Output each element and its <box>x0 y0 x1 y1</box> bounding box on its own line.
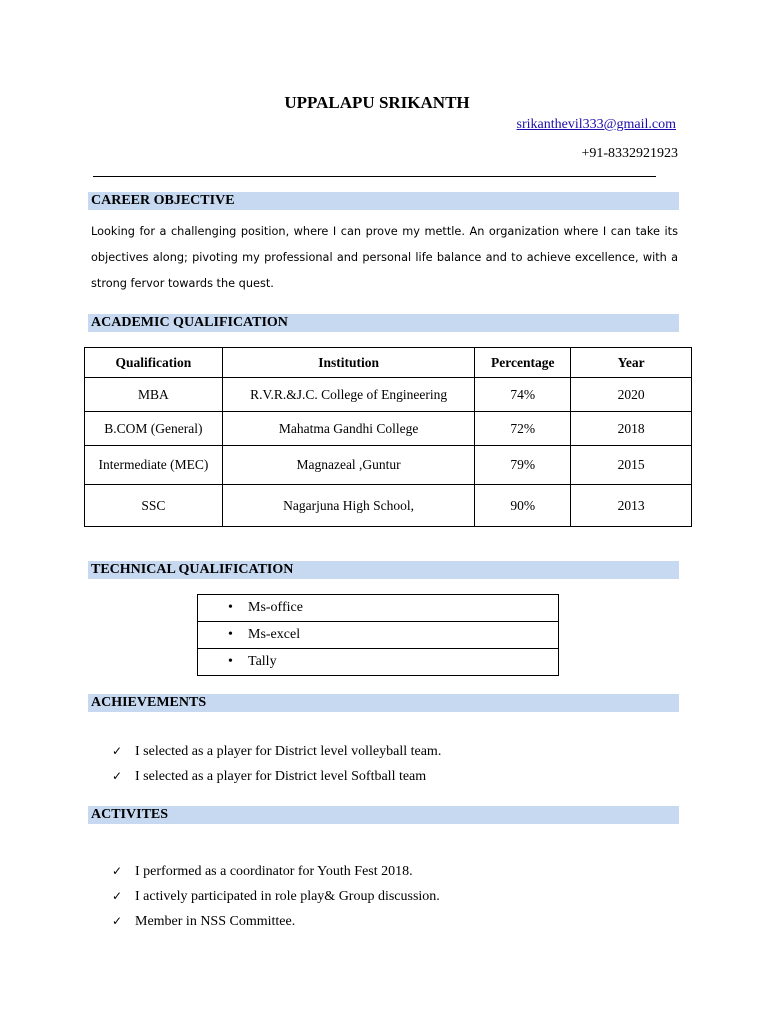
table-cell: SSC <box>85 485 223 527</box>
phone-number: +91-8332921923 <box>581 146 678 161</box>
checkmark-icon: ✓ <box>112 769 123 783</box>
achievements-list <box>112 741 441 791</box>
table-cell: 2018 <box>571 412 692 446</box>
table-row <box>85 485 692 527</box>
table-cell: B.COM (General) <box>85 412 223 446</box>
column-header: Institution <box>222 348 475 378</box>
section-heading-career-objective: CAREER OBJECTIVE <box>88 192 679 210</box>
skill-label: Ms-excel <box>248 627 301 642</box>
checkmark-icon: ✓ <box>112 744 123 758</box>
section-heading-achievements: ACHIEVEMENTS <box>88 694 679 712</box>
list-item <box>112 861 440 886</box>
table-row <box>85 378 692 412</box>
table-cell: 74% <box>475 378 571 412</box>
list-item <box>112 911 440 936</box>
bullet-icon: • <box>228 627 233 642</box>
bullet-icon: • <box>228 600 233 615</box>
table-cell: Nagarjuna High School, <box>222 485 475 527</box>
achievement-text: I selected as a player for District level Softball team <box>135 769 427 784</box>
list-item <box>198 649 559 676</box>
table-header-row <box>85 348 692 378</box>
header-divider <box>93 176 656 177</box>
checkmark-icon: ✓ <box>112 864 123 878</box>
activity-text: I actively participated in role play& Group discussion. <box>135 889 440 904</box>
table-cell: Magnazeal ,Guntur <box>222 446 475 485</box>
career-objective-text: Looking for a challenging position, where I can prove my mettle. An organization where I can take its objectives along; pivoting my professional and personal life balance and to achieve excellence, with a strong fervor towards the quest. <box>91 225 678 290</box>
checkmark-icon: ✓ <box>112 914 123 928</box>
table-row <box>85 412 692 446</box>
section-heading-technical: TECHNICAL QUALIFICATION <box>88 561 679 579</box>
list-item <box>112 741 441 766</box>
bullet-icon: • <box>228 654 233 669</box>
column-header: Percentage <box>475 348 571 378</box>
skill-label: Ms-office <box>248 600 303 615</box>
column-header: Year <box>571 348 692 378</box>
list-item <box>198 622 559 649</box>
activities-list <box>112 861 440 936</box>
table-cell: R.V.R.&J.C. College of Engineering <box>222 378 475 412</box>
table-cell: 79% <box>475 446 571 485</box>
table-row <box>85 446 692 485</box>
table-cell: 2015 <box>571 446 692 485</box>
section-heading-activities: ACTIVITES <box>88 806 679 824</box>
academic-table <box>84 347 692 527</box>
table-cell: Intermediate (MEC) <box>85 446 223 485</box>
achievement-text: I selected as a player for District level volleyball team. <box>135 744 442 759</box>
candidate-name: UPPALAPU SRIKANTH <box>284 93 470 112</box>
list-item <box>112 886 440 911</box>
email-link[interactable]: srikanthevil333@gmail.com <box>516 117 676 132</box>
table-cell: 90% <box>475 485 571 527</box>
activity-text: Member in NSS Committee. <box>135 914 296 929</box>
list-item <box>198 595 559 622</box>
table-cell: MBA <box>85 378 223 412</box>
activity-text: I performed as a coordinator for Youth Fest 2018. <box>135 864 413 879</box>
list-item <box>112 766 441 791</box>
column-header: Qualification <box>85 348 223 378</box>
table-cell: Mahatma Gandhi College <box>222 412 475 446</box>
table-cell: 2013 <box>571 485 692 527</box>
checkmark-icon: ✓ <box>112 889 123 903</box>
section-heading-academic: ACADEMIC QUALIFICATION <box>88 314 679 332</box>
table-cell: 72% <box>475 412 571 446</box>
skill-label: Tally <box>248 654 277 669</box>
table-cell: 2020 <box>571 378 692 412</box>
technical-skills-table <box>197 594 559 676</box>
